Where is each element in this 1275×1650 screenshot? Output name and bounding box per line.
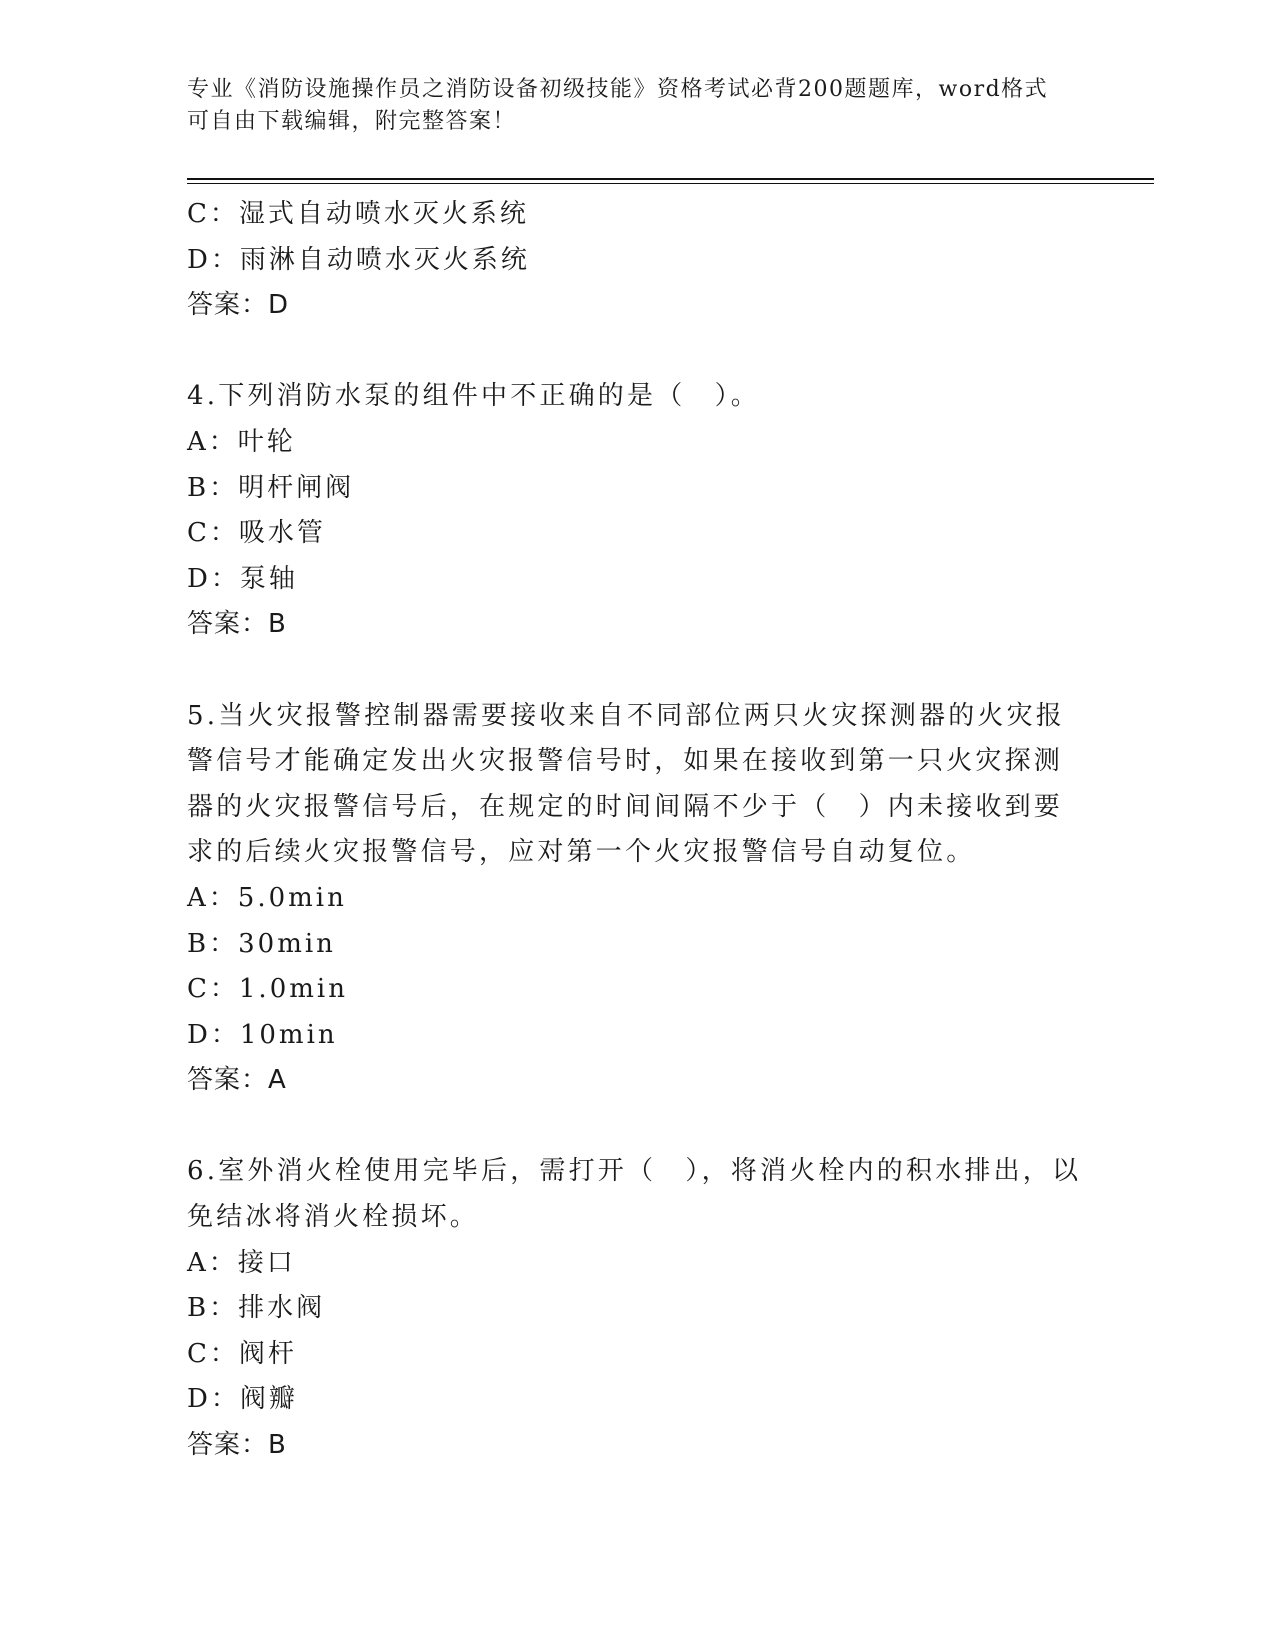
option-d: D：10min [187, 1019, 338, 1050]
spacer [187, 329, 1087, 375]
question-4 [187, 374, 1087, 648]
header-divider-thick [187, 178, 1154, 180]
document-header: 专业《消防设施操作员之消防设备初级技能》资格考试必背200题题库，word格式可自由下载编辑，附完整答案！ [187, 77, 1049, 134]
question-stem: 5.当火灾报警控制器需要接收来自不同部位两只火灾探测器的火灾报警信号才能确定发出火灾报警信号时，如果在接收到第一只火灾探测器的火灾报警信号后，在规定的时间间隔不少于（ ）内未接收到要求的后续火灾报警信号，应对第一个火灾报警信号自动复位。 [187, 700, 1066, 868]
option-a: A：叶轮 [187, 426, 296, 457]
answer-line: 答案：B [187, 609, 287, 640]
question-stem: 4.下列消防水泵的组件中不正确的是（ ）。 [187, 381, 761, 412]
question-list [187, 192, 1087, 1469]
question-stem: 6.室外消火栓使用完毕后，需打开（ ），将消火栓内的积水排出，以免结冰将消火栓损坏。 [187, 1156, 1082, 1233]
option-b: B：30min [187, 928, 336, 959]
option-d: D：泵轴 [187, 563, 298, 594]
option-c: C：湿式自动喷水灭火系统 [187, 199, 529, 229]
option-c: C：1.0min [187, 974, 348, 1005]
option-a: A：5.0min [187, 882, 347, 913]
answer-line: 答案：D [187, 290, 290, 321]
answer-line: 答案：B [187, 1430, 287, 1461]
option-a: A：接口 [187, 1247, 296, 1278]
option-b: B：明杆闸阀 [187, 472, 355, 503]
option-d: D：阀瓣 [187, 1384, 298, 1415]
spacer [187, 648, 1087, 694]
option-c: C：阀杆 [187, 1338, 297, 1369]
spacer [187, 1104, 1087, 1150]
option-b: B：排水阀 [187, 1293, 326, 1324]
question-5 [187, 694, 1087, 1104]
option-d: D：雨淋自动喷水灭火系统 [187, 244, 530, 275]
option-c: C：吸水管 [187, 518, 326, 549]
answer-line: 答案：A [187, 1065, 287, 1096]
question-3-continued [187, 192, 1087, 329]
header-divider-thin [187, 183, 1154, 184]
question-6 [187, 1149, 1087, 1468]
